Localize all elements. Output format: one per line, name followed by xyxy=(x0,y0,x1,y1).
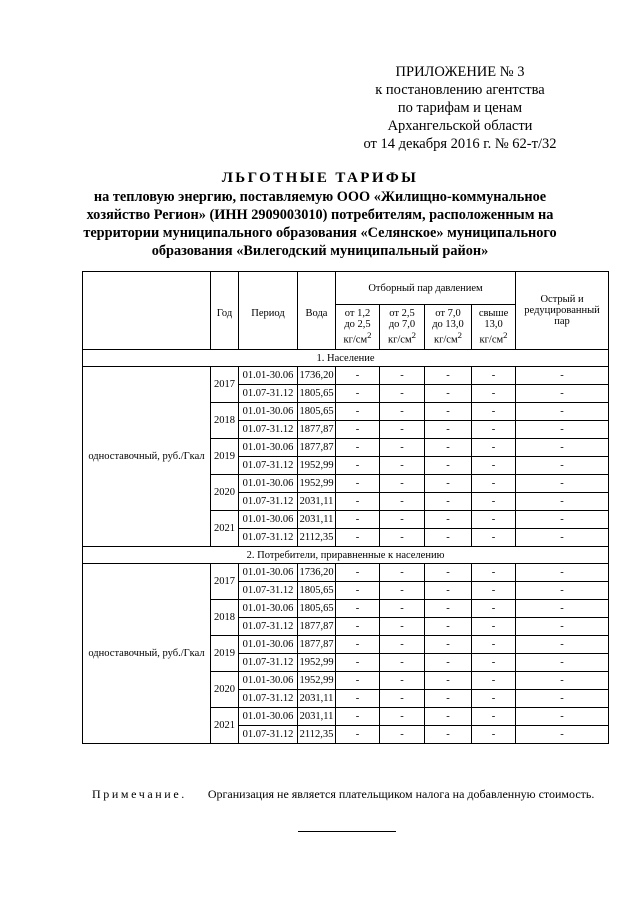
dash-cell: - xyxy=(380,403,425,421)
dash-cell: - xyxy=(380,457,425,475)
appendix-header xyxy=(340,63,580,153)
dash-cell: - xyxy=(380,726,425,744)
dash-cell: - xyxy=(336,726,380,744)
title-main: ЛЬГОТНЫЕ ТАРИФЫ xyxy=(221,170,419,186)
period-cell: 01.01-30.06 xyxy=(239,564,298,582)
water-value-cell: 1877,87 xyxy=(298,421,336,439)
dash-cell: - xyxy=(472,511,516,529)
header-pressure-1: от 1,2 до 2,5 $кг/см^2$ xyxy=(336,305,380,350)
section-title: 1. Население xyxy=(83,350,609,367)
header-steam: Отборный пар давлением xyxy=(336,272,516,305)
header-empty xyxy=(83,272,211,350)
water-value-cell: 1952,99 xyxy=(298,475,336,493)
dash-cell: - xyxy=(380,529,425,547)
dash-cell: - xyxy=(380,439,425,457)
table-row xyxy=(83,564,609,582)
period-cell: 01.01-30.06 xyxy=(239,636,298,654)
dash-cell: - xyxy=(425,636,472,654)
dash-cell: - xyxy=(472,367,516,385)
dash-cell: - xyxy=(336,475,380,493)
period-cell: 01.07-31.12 xyxy=(239,421,298,439)
header-period: Период xyxy=(239,272,298,350)
dash-cell: - xyxy=(425,511,472,529)
period-cell: 01.01-30.06 xyxy=(239,475,298,493)
dash-cell: - xyxy=(380,493,425,511)
dash-cell: - xyxy=(380,672,425,690)
period-cell: 01.07-31.12 xyxy=(239,529,298,547)
water-value-cell: 1736,20 xyxy=(298,564,336,582)
year-cell: 2017 xyxy=(211,564,239,600)
dash-cell: - xyxy=(516,654,609,672)
dash-cell: - xyxy=(425,475,472,493)
period-cell: 01.07-31.12 xyxy=(239,690,298,708)
dash-cell: - xyxy=(336,439,380,457)
dash-cell: - xyxy=(425,367,472,385)
water-value-cell: 1952,99 xyxy=(298,457,336,475)
dash-cell: - xyxy=(380,367,425,385)
water-value-cell: 1877,87 xyxy=(298,439,336,457)
year-cell: 2019 xyxy=(211,439,239,475)
water-value-cell: 1805,65 xyxy=(298,385,336,403)
dash-cell: - xyxy=(472,385,516,403)
closing-line xyxy=(298,831,396,832)
period-cell: 01.01-30.06 xyxy=(239,708,298,726)
dash-cell: - xyxy=(516,403,609,421)
dash-cell: - xyxy=(472,600,516,618)
dash-cell: - xyxy=(425,672,472,690)
period-cell: 01.01-30.06 xyxy=(239,511,298,529)
water-value-cell: 1805,65 xyxy=(298,582,336,600)
period-cell: 01.07-31.12 xyxy=(239,493,298,511)
tariff-type-label: одноставочный, руб./Гкал xyxy=(83,367,211,547)
water-value-cell: 1952,99 xyxy=(298,654,336,672)
period-cell: 01.07-31.12 xyxy=(239,726,298,744)
year-cell: 2018 xyxy=(211,403,239,439)
dash-cell: - xyxy=(425,654,472,672)
dash-cell: - xyxy=(472,672,516,690)
dash-cell: - xyxy=(380,582,425,600)
year-cell: 2019 xyxy=(211,636,239,672)
dash-cell: - xyxy=(516,564,609,582)
title-line: территории муниципального образования «Селянское» муниципального xyxy=(83,225,557,241)
dash-cell: - xyxy=(516,421,609,439)
header-pressure-4: свыше 13,0 $кг/см^2$ xyxy=(472,305,516,350)
dash-cell: - xyxy=(336,421,380,439)
year-cell: 2020 xyxy=(211,475,239,511)
water-value-cell: 1877,87 xyxy=(298,636,336,654)
dash-cell: - xyxy=(516,529,609,547)
dash-cell: - xyxy=(472,403,516,421)
appendix-line: по тарифам и ценам xyxy=(397,100,523,116)
header-year: Год xyxy=(211,272,239,350)
period-cell: 01.01-30.06 xyxy=(239,403,298,421)
period-cell: 01.07-31.12 xyxy=(239,618,298,636)
dash-cell: - xyxy=(472,457,516,475)
dash-cell: - xyxy=(380,618,425,636)
dash-cell: - xyxy=(380,385,425,403)
dash-cell: - xyxy=(336,511,380,529)
dash-cell: - xyxy=(516,385,609,403)
dash-cell: - xyxy=(472,493,516,511)
dash-cell: - xyxy=(336,582,380,600)
year-cell: 2018 xyxy=(211,600,239,636)
dash-cell: - xyxy=(336,529,380,547)
water-value-cell: 2031,11 xyxy=(298,690,336,708)
dash-cell: - xyxy=(472,439,516,457)
dash-cell: - xyxy=(425,457,472,475)
dash-cell: - xyxy=(425,564,472,582)
title-line: хозяйство Регион» (ИНН 2909003010) потребителям, расположенным на xyxy=(86,207,554,223)
dash-cell: - xyxy=(336,636,380,654)
header-water: Вода xyxy=(298,272,336,350)
water-value-cell: 2031,11 xyxy=(298,493,336,511)
water-value-cell: 2112,35 xyxy=(298,529,336,547)
header-pressure-2: от 2,5 до 7,0 $кг/см^2$ xyxy=(380,305,425,350)
year-cell: 2017 xyxy=(211,367,239,403)
dash-cell: - xyxy=(472,690,516,708)
water-value-cell: 1952,99 xyxy=(298,672,336,690)
dash-cell: - xyxy=(336,672,380,690)
dash-cell: - xyxy=(472,564,516,582)
dash-cell: - xyxy=(380,564,425,582)
section-row xyxy=(83,350,609,367)
dash-cell: - xyxy=(425,726,472,744)
water-value-cell: 2112,35 xyxy=(298,726,336,744)
water-value-cell: 1736,20 xyxy=(298,367,336,385)
dash-cell: - xyxy=(425,385,472,403)
dash-cell: - xyxy=(472,421,516,439)
dash-cell: - xyxy=(380,475,425,493)
dash-cell: - xyxy=(516,511,609,529)
dash-cell: - xyxy=(336,385,380,403)
dash-cell: - xyxy=(516,708,609,726)
dash-cell: - xyxy=(425,618,472,636)
dash-cell: - xyxy=(472,654,516,672)
dash-cell: - xyxy=(516,475,609,493)
period-cell: 01.07-31.12 xyxy=(239,654,298,672)
appendix-line: Архангельской области xyxy=(387,118,533,134)
dash-cell: - xyxy=(336,493,380,511)
title-line: на тепловую энергию, поставляемую ООО «Жилищно-коммунальное xyxy=(93,189,547,205)
tariff-type-label: одноставочный, руб./Гкал xyxy=(83,564,211,744)
water-value-cell: 1877,87 xyxy=(298,618,336,636)
appendix-number: ПРИЛОЖЕНИЕ № 3 xyxy=(395,64,525,80)
dash-cell: - xyxy=(336,403,380,421)
header-sharp-steam: Острый и редуцированный пар xyxy=(516,272,609,350)
document-title xyxy=(40,168,600,260)
dash-cell: - xyxy=(516,690,609,708)
dash-cell: - xyxy=(472,475,516,493)
period-cell: 01.01-30.06 xyxy=(239,439,298,457)
dash-cell: - xyxy=(380,511,425,529)
period-cell: 01.07-31.12 xyxy=(239,457,298,475)
tariff-table xyxy=(82,271,609,744)
dash-cell: - xyxy=(425,439,472,457)
dash-cell: - xyxy=(380,690,425,708)
header-pressure-3: от 7,0 до 13,0 $кг/см^2$ xyxy=(425,305,472,350)
dash-cell: - xyxy=(380,600,425,618)
dash-cell: - xyxy=(472,708,516,726)
dash-cell: - xyxy=(380,654,425,672)
table-row xyxy=(83,367,609,385)
dash-cell: - xyxy=(380,636,425,654)
water-value-cell: 1805,65 xyxy=(298,403,336,421)
dash-cell: - xyxy=(425,708,472,726)
dash-cell: - xyxy=(516,457,609,475)
dash-cell: - xyxy=(425,690,472,708)
dash-cell: - xyxy=(516,726,609,744)
water-value-cell: 2031,11 xyxy=(298,708,336,726)
dash-cell: - xyxy=(336,708,380,726)
dash-cell: - xyxy=(516,618,609,636)
water-value-cell: 2031,11 xyxy=(298,511,336,529)
dash-cell: - xyxy=(472,726,516,744)
period-cell: 01.01-30.06 xyxy=(239,672,298,690)
dash-cell: - xyxy=(425,600,472,618)
period-cell: 01.01-30.06 xyxy=(239,600,298,618)
dash-cell: - xyxy=(516,600,609,618)
period-cell: 01.07-31.12 xyxy=(239,582,298,600)
dash-cell: - xyxy=(472,529,516,547)
dash-cell: - xyxy=(425,582,472,600)
section-row xyxy=(83,547,609,564)
dash-cell: - xyxy=(380,708,425,726)
dash-cell: - xyxy=(425,421,472,439)
year-cell: 2021 xyxy=(211,708,239,744)
dash-cell: - xyxy=(516,582,609,600)
appendix-line: к постановлению агентства xyxy=(375,82,545,98)
period-cell: 01.01-30.06 xyxy=(239,367,298,385)
dash-cell: - xyxy=(425,493,472,511)
year-cell: 2020 xyxy=(211,672,239,708)
appendix-date: от 14 декабря 2016 г. № 62-т/32 xyxy=(363,136,557,152)
dash-cell: - xyxy=(472,582,516,600)
dash-cell: - xyxy=(336,564,380,582)
dash-cell: - xyxy=(336,654,380,672)
dash-cell: - xyxy=(336,600,380,618)
dash-cell: - xyxy=(516,493,609,511)
title-line: образования «Вилегодский муниципальный район» xyxy=(151,243,489,259)
dash-cell: - xyxy=(516,367,609,385)
dash-cell: - xyxy=(472,636,516,654)
dash-cell: - xyxy=(380,421,425,439)
period-cell: 01.07-31.12 xyxy=(239,385,298,403)
dash-cell: - xyxy=(472,618,516,636)
dash-cell: - xyxy=(336,618,380,636)
section-title: 2. Потребители, приравненные к населению xyxy=(83,547,609,564)
note-text: Организация не является плательщиком налога на добавленную стоимость. xyxy=(207,787,595,801)
note xyxy=(92,787,612,802)
dash-cell: - xyxy=(516,672,609,690)
dash-cell: - xyxy=(425,529,472,547)
year-cell: 2021 xyxy=(211,511,239,547)
water-value-cell: 1805,65 xyxy=(298,600,336,618)
dash-cell: - xyxy=(516,636,609,654)
dash-cell: - xyxy=(425,403,472,421)
dash-cell: - xyxy=(516,439,609,457)
dash-cell: - xyxy=(336,367,380,385)
note-label: Примечание. xyxy=(92,787,187,801)
dash-cell: - xyxy=(336,457,380,475)
dash-cell: - xyxy=(336,690,380,708)
